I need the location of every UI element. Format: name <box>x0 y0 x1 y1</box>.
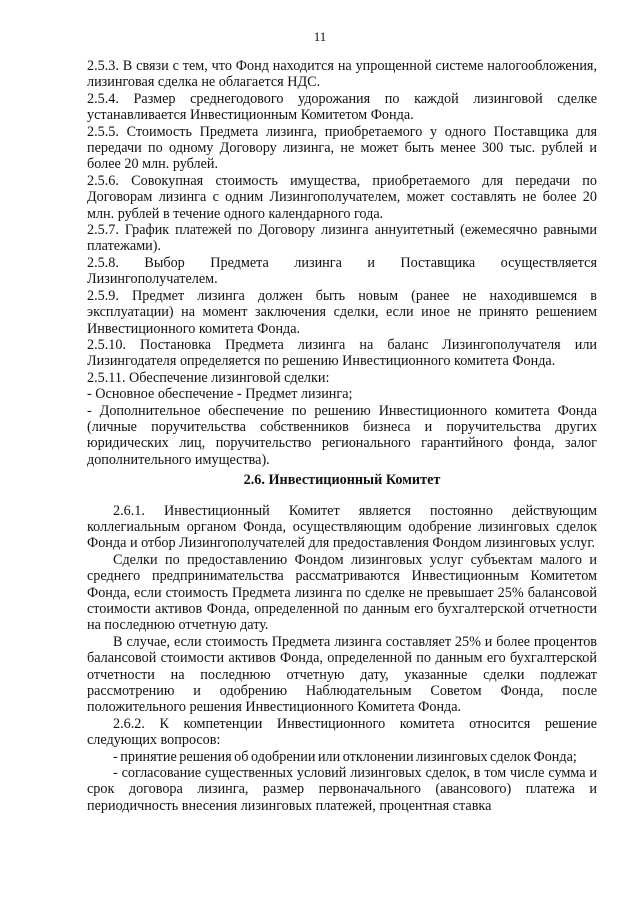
paragraph-smb-deals: Сделки по предоставлению Фондом лизинговых услуг субъектам малого и среднего предпринимательства рассматриваются Инвестиционным Комитетом Фонда, если стоимость Предмета лизинга по сделке не превышает 25% балансовой стоимости активов Фонда, определенной по данным его бухгалтерской отчетности на последнюю отчетную дату. <box>87 551 597 634</box>
competence-item-terms: - согласование существенных условий лизинговых сделок, в том числе сумма и срок договора лизинга, размер первоначального (авансового) платежа и периодичность внесения лизинговых платежей, процентная ставка <box>87 765 597 814</box>
clause-2-5-10: 2.5.10. Постановка Предмета лизинга на баланс Лизингополучателя или Лизингодателя определяется по решению Инвестиционного комитета Фонда. <box>87 336 597 370</box>
clause-2-6-2: 2.6.2. К компетенции Инвестиционного комитета относится решение следующих вопросов: <box>87 715 597 749</box>
clause-2-5-5: 2.5.5. Стоимость Предмета лизинга, приобретаемого у одного Поставщика для передачи по одному Договору лизинга, не может быть менее 300 тыс. рублей и более 20 млн. рублей. <box>87 123 597 173</box>
clause-2-5-11: 2.5.11. Обеспечение лизинговой сделки: <box>87 369 330 386</box>
page-number: 11 <box>313 29 327 44</box>
clause-2-5-9: 2.5.9. Предмет лизинга должен быть новым (ранее не находившемся в эксплуатации) на момент заключения сделки, если иное не принято решением Инвестиционного комитета Фонда. <box>87 287 597 337</box>
security-item-main: - Основное обеспечение - Предмет лизинга; <box>87 386 353 403</box>
clause-2-5-6: 2.5.6. Совокупная стоимость имущества, приобретаемого для передачи по Договорам лизинга с одним Лизингополучателем, может составлять не более 20 млн. рублей в течение одного календарного года. <box>87 172 597 222</box>
clause-2-5-4: 2.5.4. Размер среднегодового удорожания по каждой лизинговой сделке устанавливается Инвестиционным Комитетом Фонда. <box>87 90 597 124</box>
competence-item-approval: - принятие решения об одобрении или отклонении лизинговых сделок Фонда; <box>113 748 577 765</box>
section-heading: 2.6. Инвестиционный Комитет <box>243 472 441 489</box>
clause-2-6-1: 2.6.1. Инвестиционный Комитет является постоянно действующим коллегиальным органом Фонда, осуществляющим одобрение лизинговых сделок Фонда и отбор Лизингополучателей для предоставления Фондом лизинговых услуг. <box>87 502 597 552</box>
clause-2-5-7: 2.5.7. График платежей по Договору лизинга аннуитетный (ежемесячно равными платежами). <box>87 222 597 255</box>
clause-2-5-8: 2.5.8. Выбор Предмета лизинга и Поставщика осуществляется Лизингополучателем. <box>87 254 597 288</box>
clause-2-5-3: 2.5.3. В связи с тем, что Фонд находится на упрощенной системе налогообложения, лизинговая сделка не облагается НДС. <box>87 58 597 91</box>
paragraph-supervisory-board: В случае, если стоимость Предмета лизинга составляет 25% и более процентов балансовой стоимости активов Фонда, определенной по данным его бухгалтерской отчетности на последнюю отчетную дату, указанные сделки подлежат рассмотрению и одобрению Наблюдательным Советом Фонда, после положительного решения Инвестиционного Комитета Фонда. <box>87 633 597 716</box>
security-item-additional: - Дополнительное обеспечение по решению Инвестиционного комитета Фонда (личные поручительства собственников бизнеса и поручительства других юридических лиц, поручительство регионального гарантийного фонда, залог дополнительного имущества). <box>87 402 597 468</box>
body-text <box>87 58 597 814</box>
